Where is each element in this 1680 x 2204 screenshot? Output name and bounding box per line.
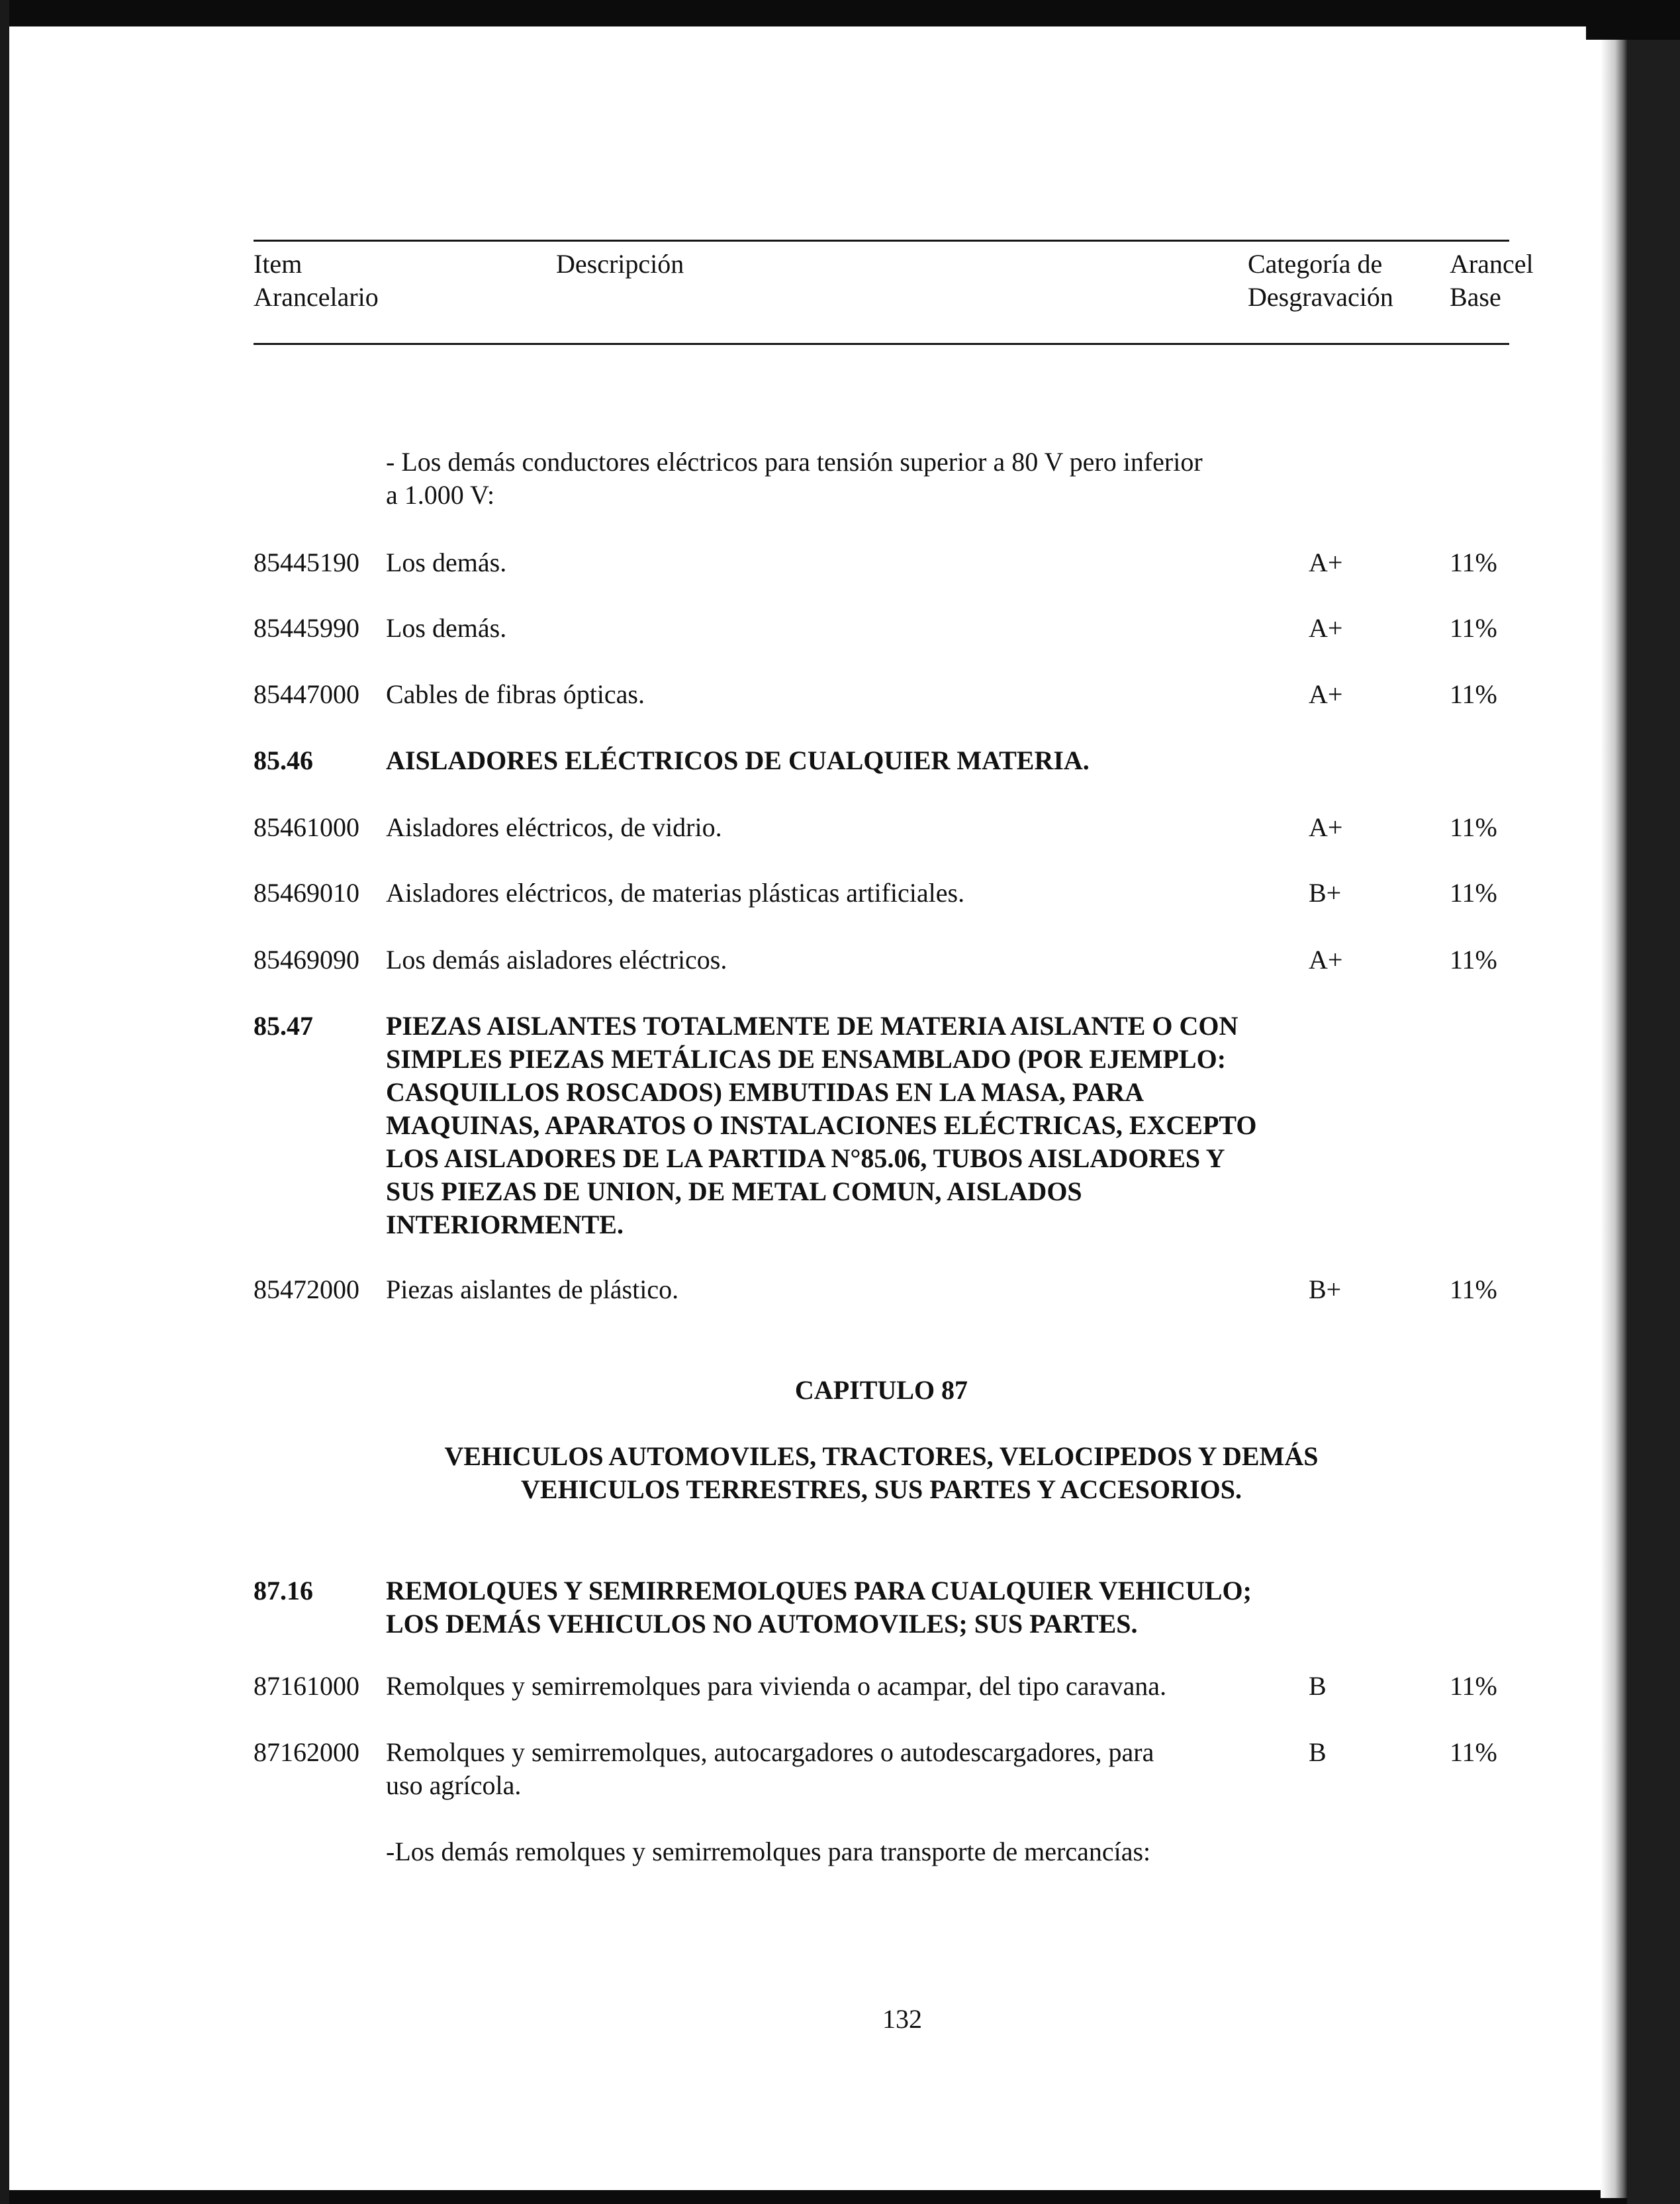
scan-border-corner — [1586, 0, 1680, 40]
header-item-line1: Item — [254, 249, 303, 279]
item-code: 85447000 — [254, 679, 359, 709]
item-base: 11% — [1450, 945, 1497, 975]
item-code: 85445190 — [254, 548, 359, 577]
item-base: 11% — [1450, 1274, 1497, 1304]
item-base: 11% — [1450, 548, 1497, 577]
item-base: 11% — [1450, 812, 1497, 842]
heading-description-line3: CASQUILLOS ROSCADOS) EMBUTIDAS EN LA MASA, PARA — [386, 1077, 1144, 1107]
item-category: B — [1309, 1737, 1327, 1767]
item-description: Los demás. — [386, 613, 507, 643]
header-arancel-line2: Base — [1450, 282, 1501, 312]
subheading-line2: a 1.000 V: — [386, 480, 495, 510]
subheading-line1: - Los demás conductores eléctricos para tensión superior a 80 V pero inferior — [386, 447, 1203, 477]
heading-code: 85.47 — [254, 1011, 313, 1041]
item-description: Piezas aislantes de plástico. — [386, 1274, 679, 1304]
item-base: 11% — [1450, 613, 1497, 643]
item-category: A+ — [1309, 812, 1343, 842]
item-base: 11% — [1450, 1737, 1497, 1767]
chapter-subtitle-line2: VEHICULOS TERRESTRES, SUS PARTES Y ACCESORIOS. — [521, 1474, 1242, 1504]
item-category: A+ — [1309, 679, 1343, 709]
item-description: Cables de fibras ópticas. — [386, 679, 645, 709]
item-description: Los demás. — [386, 548, 507, 577]
item-base: 11% — [1450, 679, 1497, 709]
item-code: 85472000 — [254, 1274, 359, 1304]
page-edge-shadow — [1601, 40, 1627, 2198]
item-code: 87161000 — [254, 1671, 359, 1701]
heading-description-line1: PIEZAS AISLANTES TOTALMENTE DE MATERIA AISLANTE O CON — [386, 1011, 1238, 1041]
item-description-line1: Remolques y semirremolques, autocargadores o autodescargadores, para — [386, 1737, 1154, 1767]
item-category: B+ — [1309, 1274, 1342, 1304]
header-category-line2: Desgravación — [1248, 282, 1393, 312]
item-category: A+ — [1309, 548, 1343, 577]
heading-code: 85.46 — [254, 745, 313, 775]
subheading: -Los demás remolques y semirremolques para transporte de mercancías: — [386, 1837, 1151, 1866]
header-rule-top — [254, 240, 1509, 242]
heading-description-line2: SIMPLES PIEZAS METÁLICAS DE ENSAMBLADO (POR EJEMPLO: — [386, 1044, 1227, 1074]
header-description: Descripción — [556, 249, 684, 279]
header-rule-bottom — [254, 343, 1509, 345]
item-category: B — [1309, 1671, 1327, 1701]
heading-description: AISLADORES ELÉCTRICOS DE CUALQUIER MATERIA. — [386, 745, 1090, 775]
item-code: 85445990 — [254, 613, 359, 643]
item-description: Aisladores eléctricos, de materias plásticas artificiales. — [386, 878, 965, 908]
heading-description-line6: SUS PIEZAS DE UNION, DE METAL COMUN, AISLADOS — [386, 1176, 1082, 1206]
page-number: 132 — [882, 2004, 922, 2034]
item-code: 85469010 — [254, 878, 359, 908]
item-code: 85461000 — [254, 812, 359, 842]
item-base: 11% — [1450, 878, 1497, 908]
scan-border-top — [0, 0, 1680, 26]
header-item-line2: Arancelario — [254, 282, 379, 312]
item-description: Aisladores eléctricos, de vidrio. — [386, 812, 722, 842]
header-arancel-line1: Arancel — [1450, 249, 1534, 279]
item-description-line2: uso agrícola. — [386, 1770, 522, 1800]
chapter-subtitle-line1: VEHICULOS AUTOMOVILES, TRACTORES, VELOCIPEDOS Y DEMÁS — [444, 1441, 1319, 1471]
chapter-title: CAPITULO 87 — [794, 1375, 968, 1405]
heading-description-line4: MAQUINAS, APARATOS O INSTALACIONES ELÉCTRICAS, EXCEPTO — [386, 1110, 1257, 1140]
header-category-line1: Categoría de — [1248, 249, 1383, 279]
heading-description-line5: LOS AISLADORES DE LA PARTIDA N°85.06, TUBOS AISLADORES Y — [386, 1143, 1225, 1173]
item-description: Remolques y semirremolques para vivienda o acampar, del tipo caravana. — [386, 1671, 1167, 1701]
item-code: 87162000 — [254, 1737, 359, 1767]
scan-border-bottom — [0, 2190, 1680, 2204]
heading-description-line7: INTERIORMENTE. — [386, 1210, 624, 1239]
scan-border-left — [0, 0, 9, 2204]
item-category: B+ — [1309, 878, 1342, 908]
heading-description-line1: REMOLQUES Y SEMIRREMOLQUES PARA CUALQUIER VEHICULO; — [386, 1576, 1252, 1605]
item-category: A+ — [1309, 613, 1343, 643]
item-code: 85469090 — [254, 945, 359, 975]
scan-border-right — [1627, 40, 1680, 2204]
item-base: 11% — [1450, 1671, 1497, 1701]
heading-description-line2: LOS DEMÁS VEHICULOS NO AUTOMOVILES; SUS PARTES. — [386, 1609, 1138, 1639]
item-category: A+ — [1309, 945, 1343, 975]
item-description: Los demás aisladores eléctricos. — [386, 945, 727, 975]
heading-code: 87.16 — [254, 1576, 313, 1605]
